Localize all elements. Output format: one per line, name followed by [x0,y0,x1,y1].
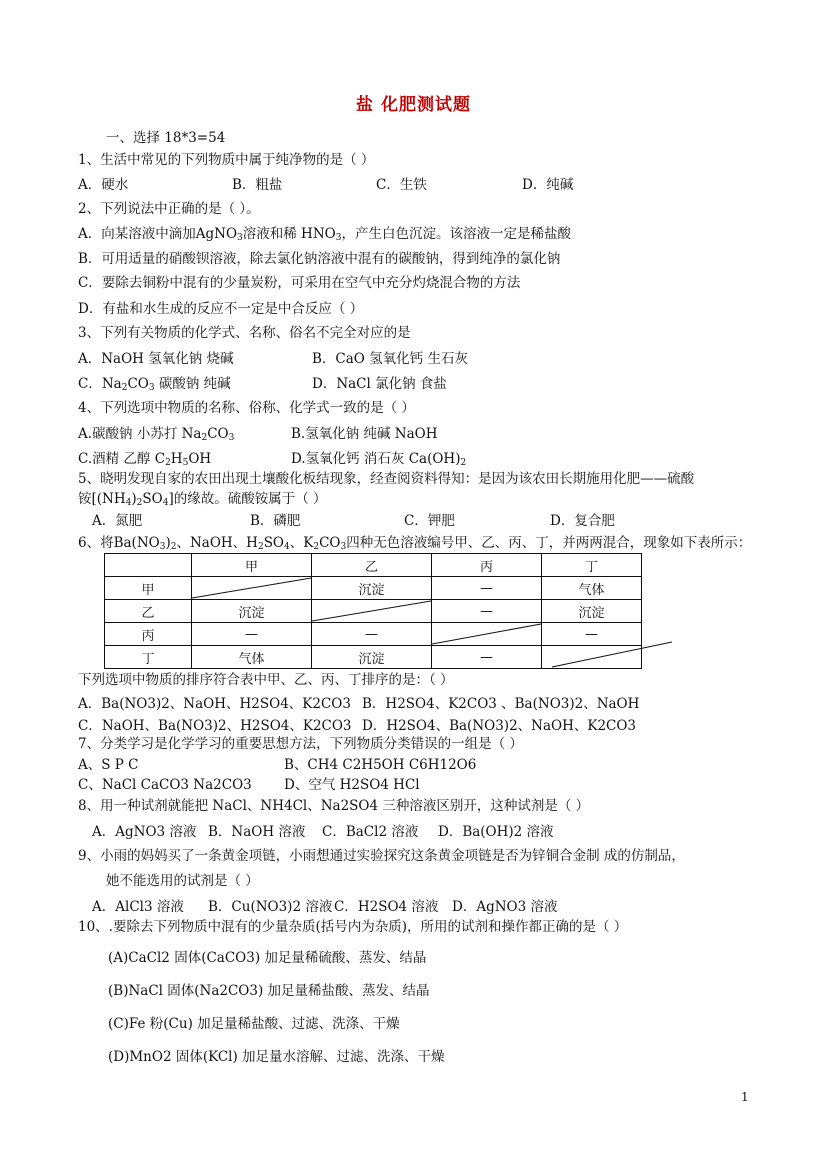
q10-stem: 10、.要除去下列物质中混有的少量杂质(括号内为杂质)，所用的试剂和操作都正确的是（ ） [78,919,628,935]
q7-option-c: C、NaCl CaCO3 Na2CO3 [78,777,252,793]
q1-option-b: B．粗盐 [232,177,283,193]
q8-options [0,823,827,841]
table-row [105,600,642,623]
table-diagonal-cell [192,577,312,600]
q6-option-a: A．Ba(NO3)2、NaOH、H2SO4、K2CO3 [78,696,351,712]
table-cell: 气体 [542,577,642,600]
page-title: 盐 化肥测试题 [356,95,471,115]
q4-option-d: D.氢氧化钙 消石灰 $Ca(OH)_2$ [291,451,467,468]
table-cell: — [432,600,542,623]
q9-options [0,898,827,916]
table-cell: 丁 [105,646,192,669]
q1-options [0,176,827,194]
q5-stem-line-2: 铵$[(NH_4)_2SO_4]$的缘故。硫酸铵属于（ ） [78,491,327,508]
q7-stem: 7、分类学习是化学学习的重要思想方法，下列物质分类错误的一组是（ ） [78,736,523,752]
q8-option-d: D．Ba(OH)2 溶液 [438,824,554,840]
q3-option-a: A．NaOH 氢氧化钠 烧碱 [78,351,234,367]
table-header-cell [105,554,192,577]
q8-option-a: A．AgNO3 溶液 [92,824,197,840]
table-cell: 沉淀 [192,600,312,623]
table-diagonal-cell [542,646,642,669]
q4-option-b: B.氢氧化钠 纯碱 NaOH [291,426,438,442]
q3-option-c: C．$Na_2CO_3$ 碳酸钠 纯碱 [78,376,231,393]
q6-mixing-table [104,553,642,669]
q9-stem-line-2: 她不能选用的试剂是（ ） [106,873,259,889]
table-cell: 沉淀 [312,577,432,600]
q9-option-b: B．Cu(NO3)2 溶液 [208,899,333,915]
table-row [105,623,642,646]
q5-option-d: D．复合肥 [550,513,615,529]
q10-option-d: (D)MnO2 固体(KCl) 加足量水溶解、过滤、洗涤、干燥 [108,1049,445,1065]
table-cell: 沉淀 [312,646,432,669]
q3-option-d: D．NaCl 氯化钠 食盐 [312,376,447,392]
q9-option-a: A．AlCl3 溶液 [92,899,184,915]
q6-question: 下列选项中物质的排序符合表中甲、乙、丙、丁排序的是：（ ） [78,672,454,688]
q5-option-b: B．磷肥 [250,513,301,529]
table-cell: — [432,577,542,600]
q7-option-a: A、S P C [78,757,139,773]
q2-option-b: B．可用适量的硝酸钡溶液，除去氯化钠溶液中混有的碳酸钠，得到纯净的氯化钠 [78,251,561,267]
table-row [105,577,642,600]
q1-option-d: D．纯碱 [522,177,574,193]
q9-stem-line-1: 9、小雨的妈妈买了一条黄金项链，小雨想通过实验探究这条黄金项链是否为锌铜合金制 成的仿制品， [78,848,685,864]
q3-option-b: B．CaO 氢氧化钙 生石灰 [312,351,468,367]
table-cell: — [542,623,642,646]
table-header-cell: 乙 [312,554,432,577]
q8-stem: 8、用一种试剂就能把 NaCl、NH4Cl、Na2SO4 三种溶液区别开，这种试剂是（ ） [78,798,590,814]
q3-stem: 3、下列有关物质的化学式、名称、俗名不完全对应的是 [78,325,411,341]
q7-option-b: B、CH4 C2H5OH C6H12O6 [284,757,477,773]
table-row [105,646,642,669]
q6-option-b: B．H2SO4、K2CO3 、Ba(NO3)2、NaOH [362,696,640,712]
table-diagonal-cell [312,600,432,623]
table-cell: — [312,623,432,646]
table-header-cell: 甲 [192,554,312,577]
table-cell: 沉淀 [542,600,642,623]
table-header-row [105,554,642,577]
q8-option-b: B．NaOH 溶液 [208,824,306,840]
q9-option-c: C．H2SO4 溶液 [334,899,439,915]
q4-option-c: C.酒精 乙醇 $C_2H_5OH$ [78,451,212,468]
table-cell: 甲 [105,577,192,600]
q9-option-d: D．AgNO3 溶液 [452,899,558,915]
q2-option-d: D．有盐和水生成的反应不一定是中合反应（ ） [78,301,364,317]
section-heading: 一、选择 18*3=54 [106,130,226,146]
q6-option-c: C．NaOH、Ba(NO3)2、H2SO4、K2CO3 [78,718,352,734]
q6-row-2 [0,717,827,735]
q6-row-1 [0,695,827,713]
table-cell: — [192,623,312,646]
q5-options [0,512,827,530]
q4-row-2 [0,450,827,468]
q10-option-b: (B)NaCl 固体(Na2CO3) 加足量稀盐酸、蒸发、结晶 [108,983,430,999]
table-cell: 乙 [105,600,192,623]
table-diagonal-cell [432,623,542,646]
q2-option-c: C．要除去铜粉中混有的少量炭粉，可采用在空气中充分灼烧混合物的方法 [78,275,521,291]
q4-stem: 4、下列选项中物质的名称、俗称、化学式一致的是（ ） [78,400,415,416]
q1-stem: 1、生活中常见的下列物质中属于纯净物的是（ ） [78,152,375,168]
q10-option-c: (C)Fe 粉(Cu) 加足量稀盐酸、过滤、洗涤、干燥 [108,1016,400,1032]
q3-row-1 [0,350,827,368]
q6-option-d: D．H2SO4、Ba(NO3)2、NaOH、K2CO3 [362,718,637,734]
table-cell: — [432,646,542,669]
table-cell: 丙 [105,623,192,646]
table-header-cell: 丁 [542,554,642,577]
q1-option-a: A．硬水 [78,177,129,193]
q6-stem: 6、将$Ba(NO_3)_2$、NaOH、$H_2SO_4$、$K_2CO_3$四种无色溶液编号甲、乙、丙、丁，并两两混合，现象如下表所示： [78,535,752,552]
q8-option-c: C．BaCl2 溶液 [322,824,419,840]
q5-option-a: A．氮肥 [92,513,143,529]
q7-row-1 [0,756,827,774]
q7-row-2 [0,776,827,794]
q4-option-a: A.碳酸钠 小苏打 $Na_2CO_3$ [78,426,235,443]
q2-stem: 2、下列说法中正确的是（ ）。 [78,201,260,217]
q4-row-1 [0,425,827,443]
page-number: 1 [741,1090,749,1104]
q2-option-a: A．向某溶液中滴加AgNO$_3$溶液和稀 $HNO_3$，产生白色沉淀。该溶液一定是稀盐酸 [78,226,571,243]
table-header-cell: 丙 [432,554,542,577]
q3-row-2 [0,375,827,393]
q7-option-d: D、空气 H2SO4 HCl [284,777,420,793]
q1-option-c: C．生铁 [376,177,427,193]
q10-option-a: (A)CaCl2 固体(CaCO3) 加足量稀硫酸、蒸发、结晶 [108,950,427,966]
q5-option-c: C．钾肥 [404,513,455,529]
q5-stem-line-1: 5、晓明发现自家的农田出现土壤酸化板结现象，经查阅资料得知：是因为该农田长期施用化肥——硫酸 [78,471,695,487]
table-cell: 气体 [192,646,312,669]
